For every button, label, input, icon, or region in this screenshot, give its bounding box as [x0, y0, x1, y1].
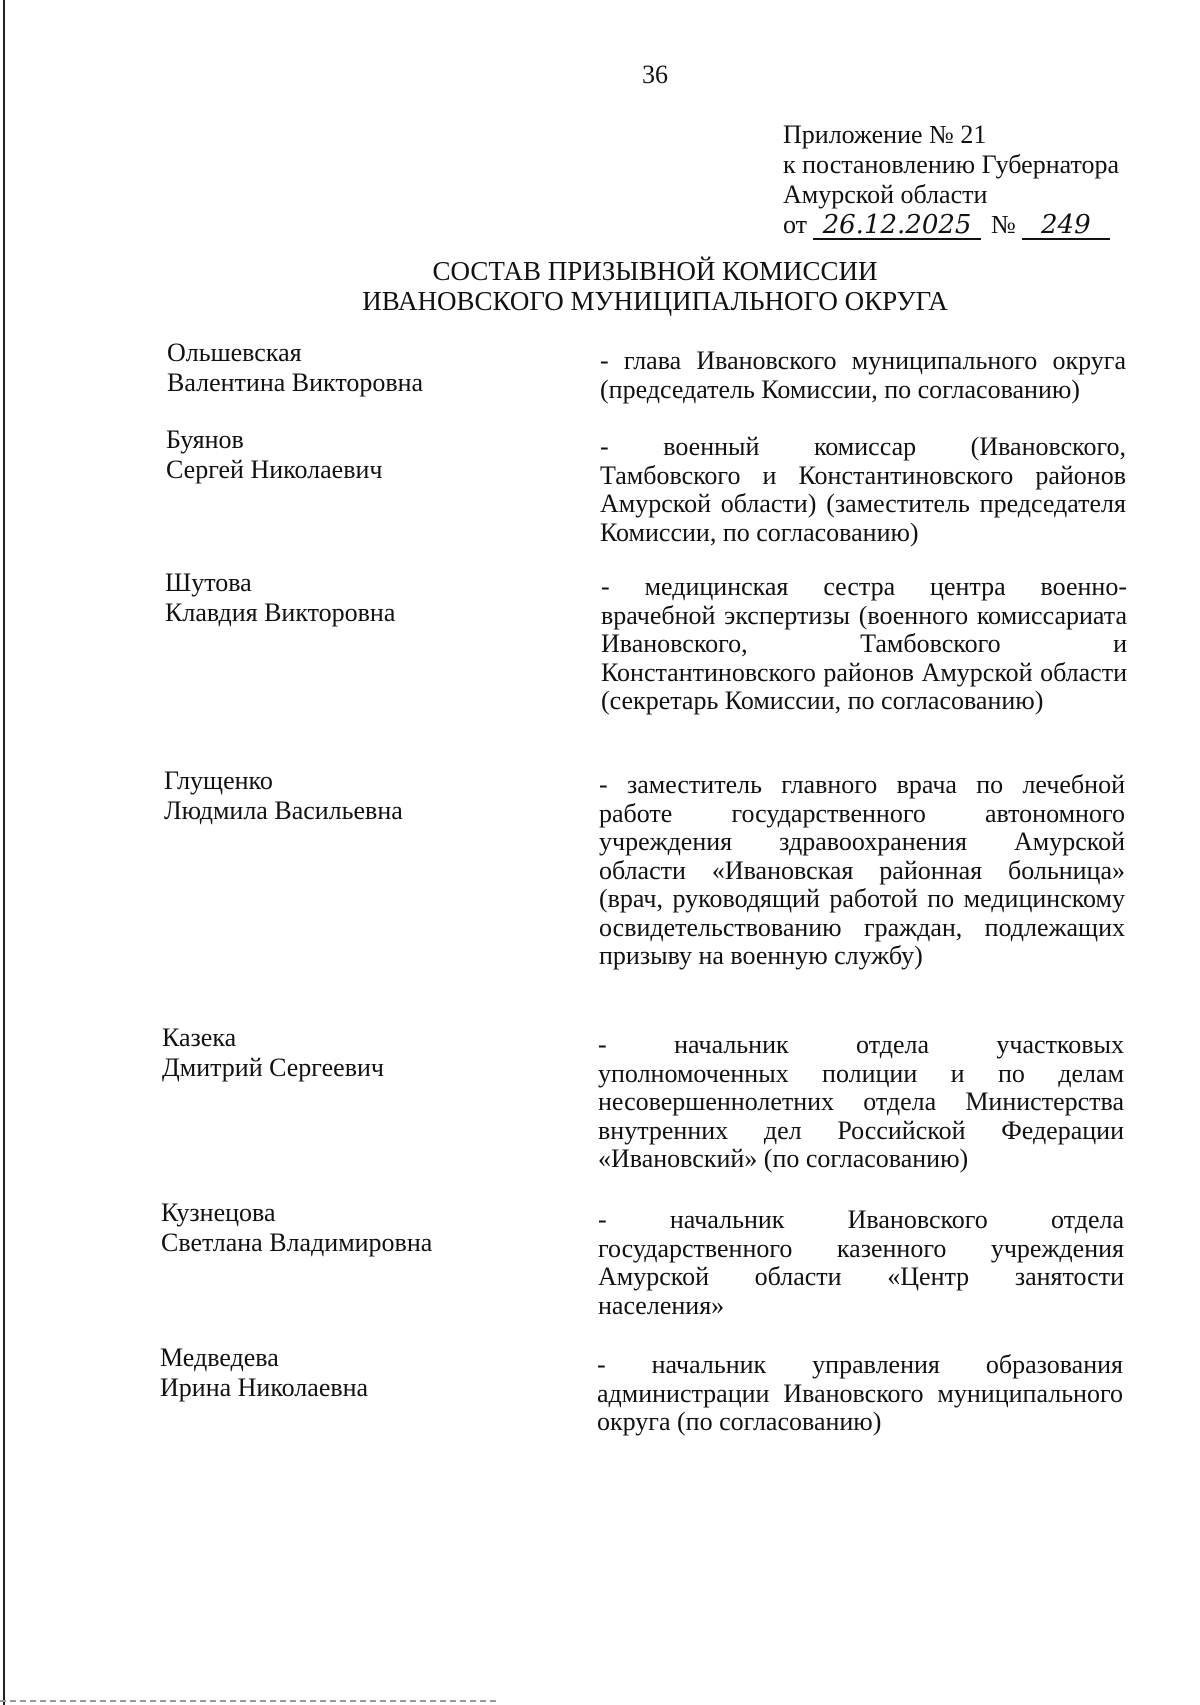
member-surname: Медведева [160, 1343, 279, 1372]
member-role: - медицинская сестра центра военно-врачебной экспертизы (военного комиссариата Ивановского, Тамбовского и Константиновского районов Амурской области (секретарь Комиссии, по согласованию) [601, 572, 1127, 715]
appendix-decree-ref: к постановлению Губернатора [783, 150, 1120, 179]
member-given-name: Валентина Викторовна [167, 368, 424, 397]
handwritten-date: 26.12.2025 [813, 212, 981, 240]
member-name [161, 1198, 581, 1258]
page-number: 36 [642, 60, 668, 89]
member-surname: Ольшевская [167, 338, 302, 367]
handwritten-number: 249 [1022, 212, 1110, 240]
scan-bottom-mark [0, 1700, 500, 1702]
member-name [165, 568, 585, 628]
appendix-header [783, 120, 1119, 240]
from-prefix: от [783, 210, 808, 239]
member-surname: Шутова [165, 568, 252, 597]
member-name [160, 1343, 580, 1403]
member-surname: Буянов [166, 425, 244, 454]
member-surname: Казека [162, 1023, 237, 1052]
member-given-name: Клавдия Викторовна [165, 598, 396, 627]
title-line-1: СОСТАВ ПРИЗЫВНОЙ КОМИССИИ [432, 256, 878, 286]
member-role: - глава Ивановского муниципального округа (председатель Комиссии, по согласованию) [600, 346, 1126, 404]
title-line-2: ИВАНОВСКОГО МУНИЦИПАЛЬНОГО ОКРУГА [362, 286, 948, 316]
member-name [164, 766, 584, 826]
member-given-name: Светлана Владимировна [161, 1228, 433, 1257]
member-role: - начальник Ивановского отдела государственного казенного учреждения Амурской области «Центр занятости населения» [598, 1205, 1124, 1320]
number-sign: № [991, 210, 1016, 239]
member-given-name: Ирина Николаевна [160, 1373, 369, 1402]
member-name [167, 338, 587, 398]
document-title [0, 256, 1200, 316]
appendix-date-line [783, 210, 1119, 240]
member-role: - военный комиссар (Ивановского, Тамбовского и Константиновского районов Амурской области) (заместитель председателя Комиссии, по согласованию) [600, 432, 1126, 547]
member-given-name: Сергей Николаевич [166, 455, 383, 484]
member-role: - заместитель главного врача по лечебной работе государственного автономного учреждения здравоохранения Амурской области «Ивановская районная больница» (врач, руководящий работой по медицинскому освидетельствованию граждан, подлежащих призыву на военную службу) [599, 770, 1125, 970]
member-surname: Кузнецова [161, 1198, 276, 1227]
member-name [166, 425, 586, 485]
member-name [162, 1023, 582, 1083]
member-role: - начальник отдела участковых уполномоченных полиции и по делам несовершеннолетних отдела Министерства внутренних дел Российской Федерации «Ивановский» (по согласованию) [598, 1030, 1124, 1173]
member-given-name: Дмитрий Сергеевич [162, 1053, 384, 1082]
appendix-region: Амурской области [783, 180, 988, 209]
member-given-name: Людмила Васильевна [164, 796, 403, 825]
appendix-number: Приложение № 21 [783, 120, 987, 149]
member-role: - начальник управления образования администрации Ивановского муниципального округа (по согласованию) [597, 1350, 1123, 1436]
member-surname: Глущенко [164, 766, 273, 795]
